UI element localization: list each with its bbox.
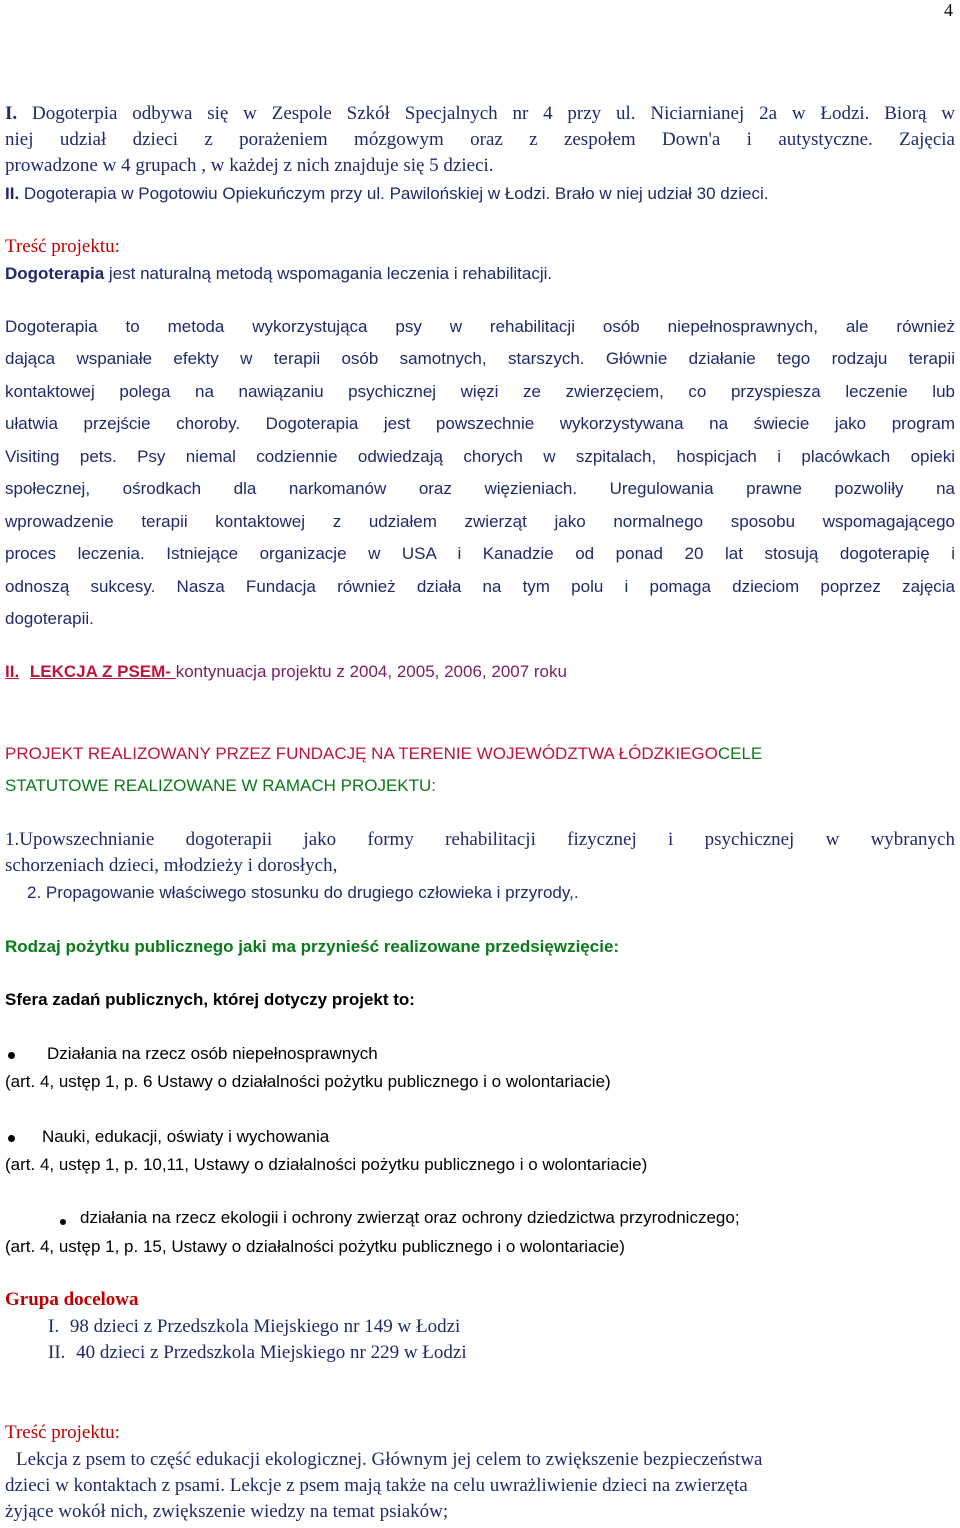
para-line-3: kontaktowej polega na nawiązaniu psychicznej więzi ze zwierzęciem, co przyspiesza leczenie lub xyxy=(5,382,955,401)
section-number: I. xyxy=(5,103,18,124)
para-line-4: ułatwia przejście choroby. Dogoterapia jest powszechnie wykorzystywana na świecie jako program xyxy=(5,414,955,433)
grupa-item-1: I. 98 dzieci z Przedszkola Miejskiego nr 149 w Łodzi xyxy=(48,1316,461,1337)
bullet-2-label: Nauki, edukacji, oświaty i wychowania xyxy=(42,1127,330,1146)
intro-line-2: niej udział dzieci z porażeniem mózgowym oraz z zespołem Down'a i autystyczne. Zajęcia xyxy=(5,129,955,150)
section-heading-tresc: Treść projektu: xyxy=(5,1422,120,1443)
lekcja-heading xyxy=(5,662,567,682)
bullet-3-ref: (art. 4, ustęp 1, p. 15, Ustawy o działalności pożytku publicznego i o wolontariacie) xyxy=(5,1237,625,1256)
para-line-10: dogoterapii. xyxy=(5,609,94,628)
bullet-3-label: działania na rzecz ekologii i ochrony zwierząt oraz ochrony dziedzictwa przyrodniczego; xyxy=(80,1208,740,1227)
section-number: II. xyxy=(5,184,20,203)
cel-1-line-1: 1.Upowszechnianie dogoterapii jako formy rehabilitacji fizycznej i psychicznej w wybranych xyxy=(5,829,955,850)
section-number: II. xyxy=(5,662,20,681)
intro-sentence: Dogoterapia jest naturalną metodą wspomagania leczenia i rehabilitacji. xyxy=(5,264,553,283)
lekcja-subtitle: kontynuacja projektu z 2004, 2005, 2006, 2007 roku xyxy=(175,662,567,681)
lekcja-title: LEKCJA Z PSEM- xyxy=(29,662,176,681)
intro-line-1: I. Dogoterpia odbywa się w Zespole Szkół Specjalnych nr 4 przy ul. Niciarnianej 2a w Łodzi. Biorą w xyxy=(5,103,956,124)
para-line-1: Dogoterapia to metoda wykorzystująca psy w rehabilitacji osób niepełnosprawnych, ale również xyxy=(5,317,955,336)
para-line-2: dająca wspaniałe efekty w terapii osób samotnych, starszych. Głównie działanie tego rodzaju terapii xyxy=(5,349,955,368)
sfera-heading: Sfera zadań publicznych, której dotyczy projekt to: xyxy=(5,990,415,1009)
intro-line-4: II. Dogoterapia w Pogotowiu Opiekuńczym przy ul. Pawilońskiej w Łodzi. Brało w niej udział 30 dzieci. xyxy=(5,184,769,203)
rodzaj-heading: Rodzaj pożytku publicznego jaki ma przynieść realizowane przedsięwzięcie: xyxy=(5,937,620,956)
final-line-3: żyjące wokół nich, zwiększenie wiedzy na temat psiaków; xyxy=(5,1501,449,1522)
cel-2: 2. Propagowanie właściwego stosunku do drugiego człowieka i przyrody,. xyxy=(27,883,579,902)
cele-heading: STATUTOWE REALIZOWANE W RAMACH PROJEKTU: xyxy=(5,776,437,795)
bullet-dot xyxy=(8,1052,15,1059)
para-line-7: wprowadzenie terapii kontaktowej z udziałem zwierząt jako normalnego sposobu wspomagającego xyxy=(5,512,955,531)
final-line-1: Lekcja z psem to część edukacji ekologicznej. Głównym jej celem to zwiększenie bezpieczeństwa xyxy=(16,1449,763,1470)
para-line-8: proces leczenia. Istniejące organizacje w USA i Kanadzie od ponad 20 lat stosują dogoterapię i xyxy=(5,544,955,563)
intro-line-3: prowadzone w 4 grupach , w każdej z nich znajduje się 5 dzieci. xyxy=(5,155,494,176)
bullet-dot xyxy=(60,1219,66,1225)
para-line-6: społecznej, ośrodkach dla narkomanów oraz więzieniach. Uregulowania prawne pozwoliły na xyxy=(5,479,955,498)
cel-1-line-2: schorzeniach dzieci, młodzieży i dorosłych, xyxy=(5,855,338,876)
section-heading-tresc: Treść projektu: xyxy=(5,236,120,257)
para-line-9: odnoszą sukcesy. Nasza Fundacja również działa na tym polu i pomaga dzieciom poprzez zajęcia xyxy=(5,577,955,596)
bullet-2-ref: (art. 4, ustęp 1, p. 10,11, Ustawy o działalności pożytku publicznego i o wolontariacie) xyxy=(5,1155,648,1174)
projekt-heading: PROJEKT REALIZOWANY PRZEZ FUNDACJĘ NA TERENIE WOJEWÓDZTWA ŁÓDZKIEGOCELE xyxy=(5,744,763,763)
final-line-2: dzieci w kontaktach z psami. Lekcje z psem mają także na celu uwrażliwienie dzieci na zwierzęta xyxy=(5,1475,748,1496)
bullet-1-ref: (art. 4, ustęp 1, p. 6 Ustawy o działalności pożytku publicznego i o wolontariacie) xyxy=(5,1072,611,1091)
bullet-1-label: Działania na rzecz osób niepełnosprawnych xyxy=(47,1044,378,1063)
para-line-5: Visiting pets. Psy niemal codziennie odwiedzają chorych w szpitalach, hospicjach i placówkach opieki xyxy=(5,447,955,466)
page-number: 4 xyxy=(944,0,953,20)
grupa-heading: Grupa docelowa xyxy=(5,1289,139,1310)
bullet-dot xyxy=(8,1135,15,1142)
grupa-item-2: II. 40 dzieci z Przedszkola Miejskiego nr 229 w Łodzi xyxy=(48,1342,467,1363)
